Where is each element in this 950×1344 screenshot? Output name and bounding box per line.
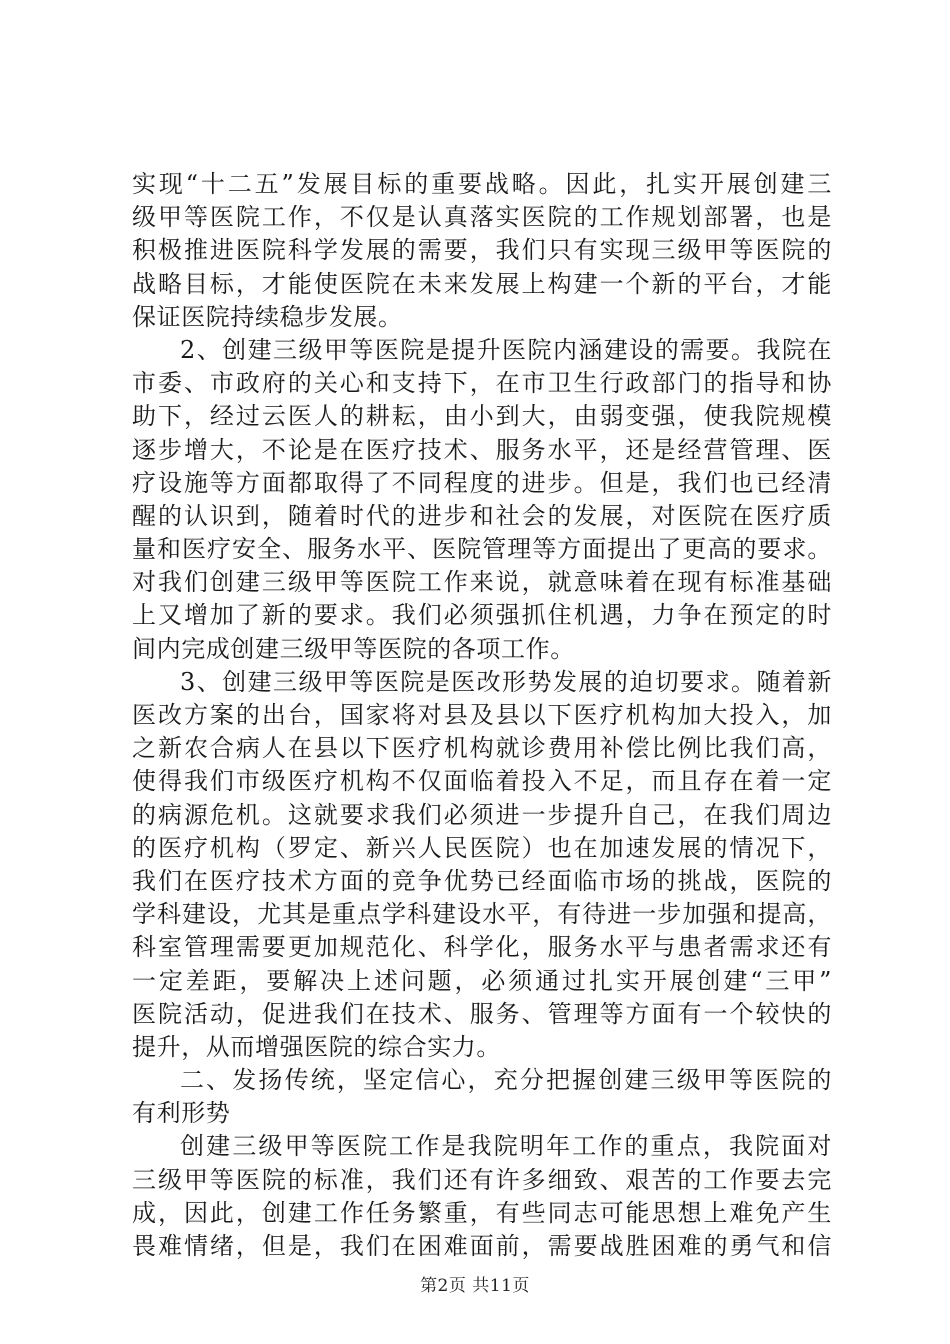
text-line: 成，因此，创建工作任务繁重，有些同志可能思想上难免产生 — [132, 1198, 832, 1227]
text-line: 保证医院持续稳步发展。 — [132, 302, 403, 331]
text-line: 的医疗机构（罗定、新兴人民医院）也在加速发展的情况下， — [132, 833, 832, 862]
page-number-footer: 第2页 共11页 — [420, 1276, 530, 1296]
text-line: 3、创建三级甲等医院是医改形势发展的迫切要求。随着新 — [180, 667, 832, 696]
text-line: 有利形势 — [132, 1099, 231, 1128]
text-line: 的病源危机。这就要求我们必须进一步提升自己，在我们周边 — [132, 800, 832, 829]
text-line: 实现“十二五”发展目标的重要战略。因此，扎实开展创建三 — [132, 170, 832, 198]
text-line: 疗设施等方面都取得了不同程度的进步。但是，我们也已经清 — [132, 468, 832, 497]
text-line: 逐步增大，不论是在医疗技术、服务水平，还是经营管理、医 — [132, 435, 832, 464]
text-line: 醒的认识到，随着时代的进步和社会的发展，对医院在医疗质 — [132, 501, 832, 530]
text-line: 2、创建三级甲等医院是提升医院内涵建设的需要。我院在 — [180, 335, 832, 364]
text-line: 三级甲等医院的标准，我们还有许多细致、艰苦的工作要去完 — [132, 1165, 832, 1194]
text-line: 间内完成创建三级甲等医院的各项工作。 — [132, 634, 575, 663]
text-line: 上又增加了新的要求。我们必须强抓住机遇，力争在预定的时 — [132, 601, 832, 630]
text-line: 对我们创建三级甲等医院工作来说，就意味着在现有标准基础 — [132, 568, 832, 597]
text-line: 级甲等医院工作，不仅是认真落实医院的工作规划部署，也是 — [132, 203, 832, 232]
text-line: 我们在医疗技术方面的竞争优势已经面临市场的挑战，医院的 — [132, 866, 832, 895]
text-line: 畏难情绪，但是，我们在困难面前，需要战胜困难的勇气和信 — [132, 1232, 832, 1260]
text-line: 市委、市政府的关心和支持下，在市卫生行政部门的指导和协 — [132, 369, 832, 398]
text-line: 助下，经过云医人的耕耘，由小到大，由弱变强，使我院规模 — [132, 402, 832, 431]
text-line: 提升，从而增强医院的综合实力。 — [132, 1032, 501, 1061]
text-line: 医院活动，促进我们在技术、服务、管理等方面有一个较快的 — [132, 999, 832, 1028]
text-line: 医改方案的出台，国家将对县及县以下医疗机构加大投入，加 — [132, 701, 832, 729]
text-line: 创建三级甲等医院工作是我院明年工作的重点，我院面对 — [180, 1132, 832, 1161]
text-line: 使得我们市级医疗机构不仅面临着投入不足，而且存在着一定 — [132, 767, 832, 796]
text-line: 积极推进医院科学发展的需要，我们只有实现三级甲等医院的 — [132, 236, 832, 265]
text-line: 一定差距，要解决上述问题，必须通过扎实开展创建“三甲” — [132, 966, 832, 995]
text-line: 战略目标，才能使医院在未来发展上构建一个新的平台，才能 — [132, 269, 832, 298]
text-line: 科室管理需要更加规范化、科学化，服务水平与患者需求还有 — [132, 933, 832, 962]
document-body — [132, 168, 832, 1263]
text-line: 二、发扬传统，坚定信心，充分把握创建三级甲等医院的 — [180, 1066, 832, 1095]
text-line: 量和医疗安全、服务水平、医院管理等方面提出了更高的要求。 — [132, 535, 832, 564]
text-line: 学科建设，尤其是重点学科建设水平，有待进一步加强和提高， — [132, 900, 832, 929]
text-line: 之新农合病人在县以下医疗机构就诊费用补偿比例比我们高， — [132, 734, 832, 763]
